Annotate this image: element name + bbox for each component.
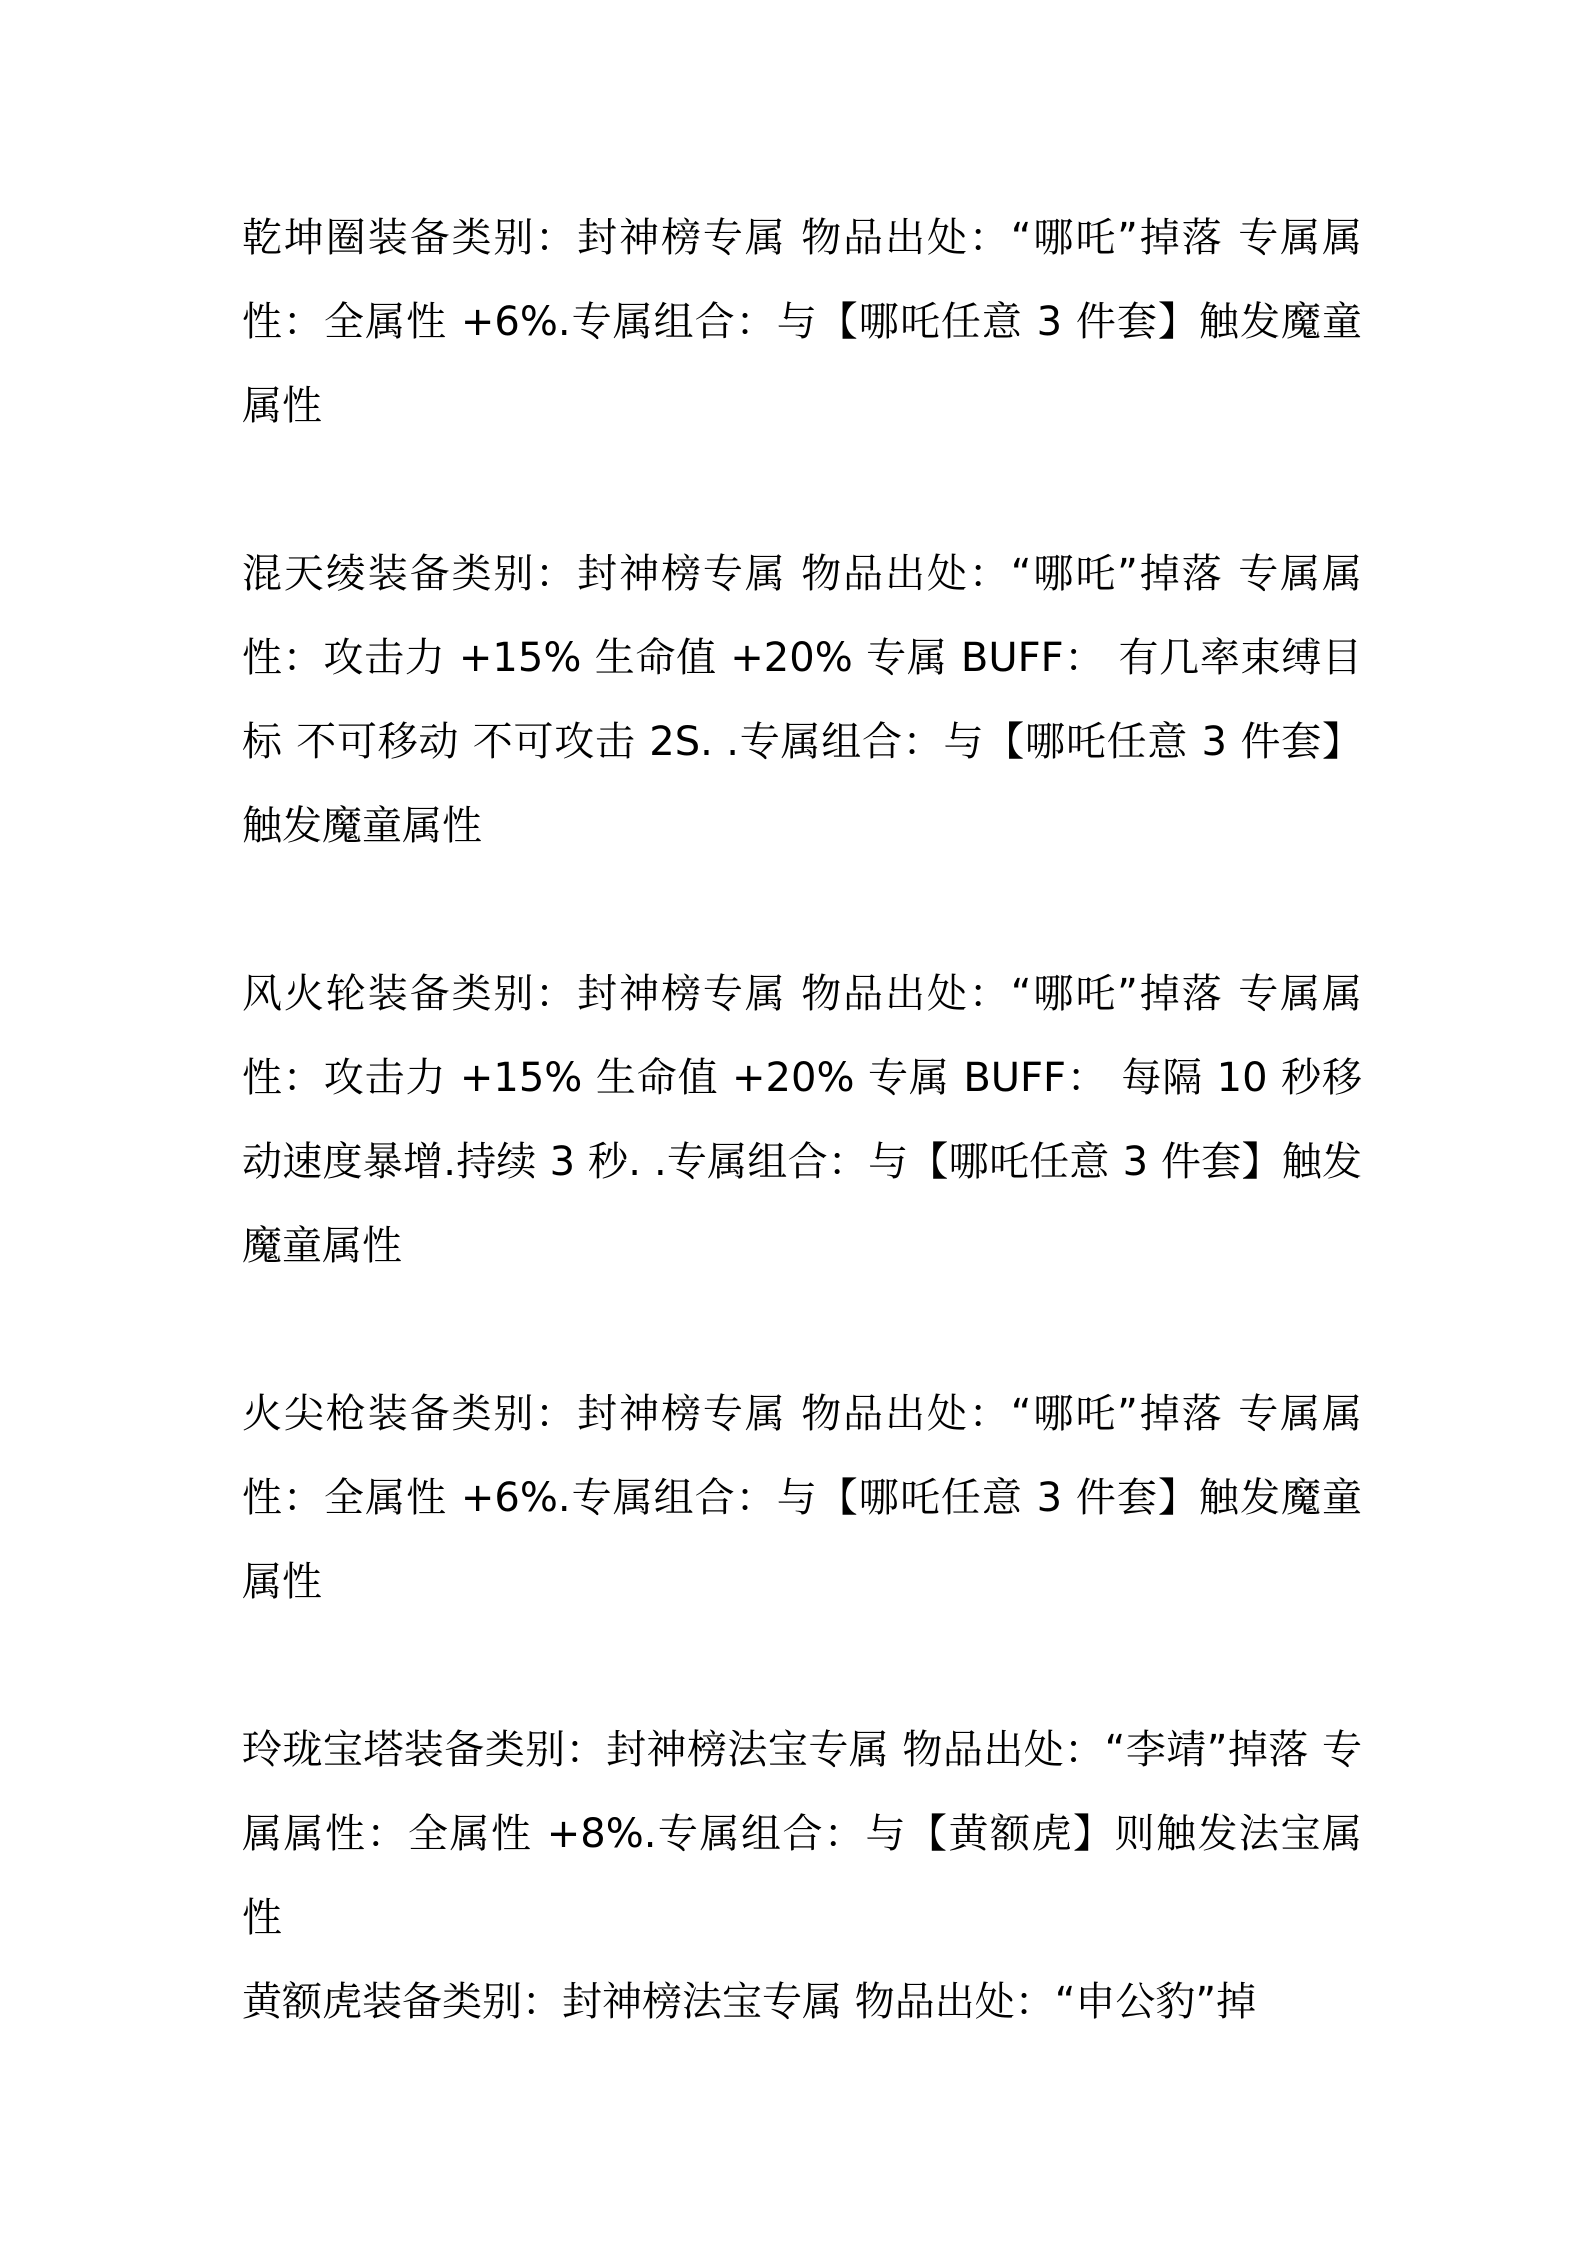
paragraph-huojianqiang: 火尖枪装备类别：封神榜专属 物品出处：“哪吒”掉落 专属属性：全属性 +6%.专属组合：与【哪吒任意 3 件套】触发魔童属性	[242, 1391, 1362, 1605]
paragraph-huntianling: 混天绫装备类别：封神榜专属 物品出处：“哪吒”掉落 专属属性：攻击力 +15% 生命值 +20% 专属 BUFF： 有几率束缚目标 不可移动 不可攻击 2S. .专属组合：与【哪吒任意 3 件套】触发魔童属性	[242, 551, 1362, 849]
paragraph-qiankunquan: 乾坤圈装备类别：封神榜专属 物品出处：“哪吒”掉落 专属属性：全属性 +6%.专属组合：与【哪吒任意 3 件套】触发魔童属性	[242, 215, 1362, 429]
paragraph-fenghuolun: 风火轮装备类别：封神榜专属 物品出处：“哪吒”掉落 专属属性：攻击力 +15% 生命值 +20% 专属 BUFF： 每隔 10 秒移动速度暴增.持续 3 秒. .专属组合：与【哪吒任意 3 件套】触发魔童属性	[242, 971, 1362, 1269]
document-body	[242, 196, 1362, 2044]
paragraph-linglongbaota: 玲珑宝塔装备类别：封神榜法宝专属 物品出处：“李靖”掉落 专属属性：全属性 +8%.专属组合：与【黄额虎】则触发法宝属性	[242, 1727, 1362, 1941]
paragraph-huangehu: 黄额虎装备类别：封神榜法宝专属 物品出处：“申公豹”掉	[242, 1979, 1257, 2025]
